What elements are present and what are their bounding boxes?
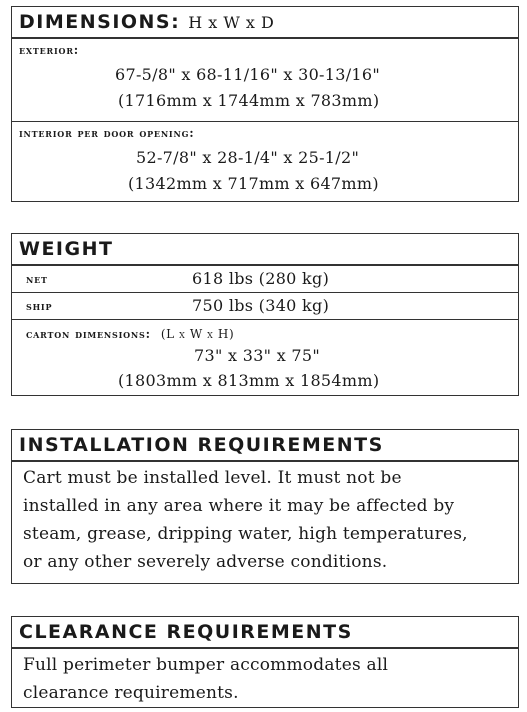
exterior-imperial: 67-5/8" x 68-11/16" x 30-13/16" [115,65,381,84]
carton-row [12,320,518,400]
interior-metric: (1342mm x 717mm x 647mm) [128,174,379,193]
installation-line: Cart must be installed level. It must not be [23,468,402,488]
exterior-row [12,39,518,122]
clearance-header [12,617,518,649]
carton-label: carton dimensions: [26,327,151,341]
installation-line: installed in any area where it may be affected by [23,496,455,516]
carton-imperial: 73" x 33" x 75" [194,346,321,365]
clearance-line: clearance requirements. [23,683,239,703]
dimensions-header [12,7,518,39]
clearance-title: CLEARANCE REQUIREMENTS [19,621,353,643]
net-value: 618 lbs (280 kg) [192,269,330,288]
interior-row [12,122,518,202]
ship-label: ship [26,299,53,313]
clearance-section [11,616,519,708]
installation-line: or any other severely adverse conditions. [23,552,388,572]
installation-text [12,462,518,576]
exterior-label: exterior: [19,43,79,57]
dimensions-subtitle: H x W x D [188,13,275,32]
carton-label-line [26,325,234,343]
clearance-text [12,649,518,707]
dimensions-title: DIMENSIONS: [19,11,181,33]
ship-row [12,293,518,320]
weight-header [12,234,518,266]
dimensions-section [11,6,519,202]
net-label: net [26,272,48,286]
interior-imperial: 52-7/8" x 28-1/4" x 25-1/2" [136,148,360,167]
installation-section [11,429,519,584]
weight-title: WEIGHT [19,238,114,260]
carton-subtitle: (L x W x H) [160,327,235,341]
clearance-line: Full perimeter bumper accommodates all [23,655,389,675]
weight-section [11,233,519,396]
net-row [12,266,518,293]
installation-line: steam, grease, dripping water, high temperatures, [23,524,468,544]
installation-header [12,430,518,462]
interior-label: interior per door opening: [19,126,195,140]
carton-metric: (1803mm x 813mm x 1854mm) [118,371,380,390]
ship-value: 750 lbs (340 kg) [192,296,330,315]
exterior-metric: (1716mm x 1744mm x 783mm) [118,91,380,110]
installation-title: INSTALLATION REQUIREMENTS [19,434,384,456]
